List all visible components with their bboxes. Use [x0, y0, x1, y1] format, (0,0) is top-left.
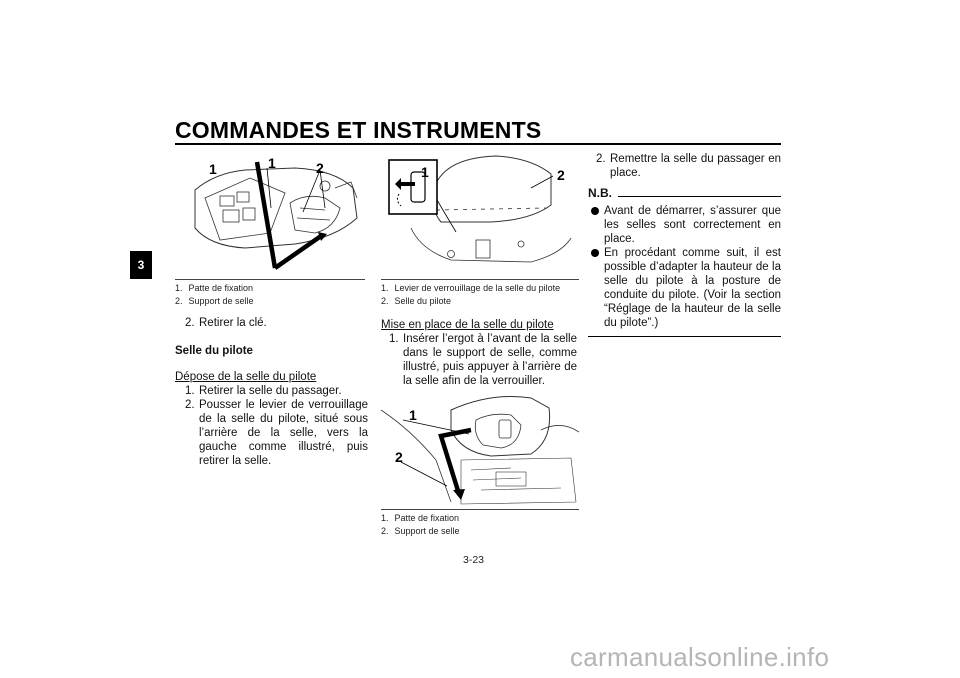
step-item: 2. Pousser le levier de verrouillage de la selle du pilote, situé sous l’arrière de la selle, vers la gauche comme illustré, puis retirer la selle.: [185, 399, 368, 467]
right-column: [588, 152, 781, 337]
note-header: [588, 186, 781, 200]
caption-item: 2. Selle du pilote: [381, 296, 452, 306]
caption-item: 1. Patte de fixation: [175, 283, 254, 293]
left-column: [175, 316, 368, 468]
step-remove-key: 2. Retirer la clé.: [185, 317, 267, 329]
note-end-rule: [588, 336, 781, 337]
note-item: En procédant comme suit, il est possible d’adapter la hauteur de la selle du pilote à la posture de conduite du pilote. (Voir la section “Réglage de la hauteur de la selle du pilote”.): [590, 246, 781, 330]
callout-1b: 1: [268, 155, 276, 171]
step-item: 1. Insérer l’ergot à l’avant de la selle dans le support de selle, comme illustré, puis appuyer à l’arrière de la selle afin de la verrouiller.: [389, 333, 577, 387]
figure-lock-lever-drawing: [381, 150, 579, 278]
note-label: N.B.: [588, 186, 612, 200]
section-title: Selle du pilote: [175, 345, 253, 357]
figure3-captions: [381, 512, 460, 538]
subsection-title: Dépose de la selle du pilote: [175, 371, 317, 383]
caption-item: 2. Support de selle: [175, 296, 254, 306]
figure-seat-install-drawing: [381, 390, 579, 508]
note-list: [590, 204, 781, 330]
figure-seat-bracket-drawing: [175, 148, 365, 278]
watermark: carmanualsonline.info: [570, 642, 830, 672]
step-item: 2. Remettre la selle du passager en place.: [596, 153, 781, 179]
title-rule: [175, 143, 781, 145]
caption-item: 1. Patte de fixation: [381, 513, 460, 523]
callout-1a: 1: [209, 161, 217, 177]
callout-2: 2: [395, 449, 403, 465]
figure-seat-bracket: [175, 148, 365, 278]
callout-1: 1: [421, 164, 429, 180]
note-rule: [618, 196, 781, 197]
page-title: COMMANDES ET INSTRUMENTS: [175, 117, 542, 143]
note-item: Avant de démarrer, s’assurer que les selles sont correctement en place.: [590, 204, 781, 246]
figure1-captions: [175, 282, 254, 308]
figure2-captions: [381, 282, 560, 308]
figure-seat-install: [381, 390, 579, 508]
caption-item: 2. Support de selle: [381, 526, 460, 536]
page-number: 3-23: [463, 554, 485, 566]
caption-rule: [381, 509, 579, 510]
step-item: 1. Retirer la selle du passager.: [185, 385, 342, 397]
caption-rule: [381, 279, 579, 280]
callout-1: 1: [409, 407, 417, 423]
subsection-title: Mise en place de la selle du pilote: [381, 319, 554, 331]
caption-rule: [175, 279, 365, 280]
caption-item: 1. Levier de verrouillage de la selle du pilote: [381, 283, 561, 293]
chapter-tab: 3: [130, 251, 152, 279]
bullet-icon: [591, 207, 599, 215]
bullet-icon: [591, 249, 599, 257]
callout-2: 2: [557, 167, 565, 183]
figure-lock-lever: [381, 150, 579, 278]
callout-2: 2: [316, 160, 324, 176]
middle-column: [381, 318, 577, 388]
